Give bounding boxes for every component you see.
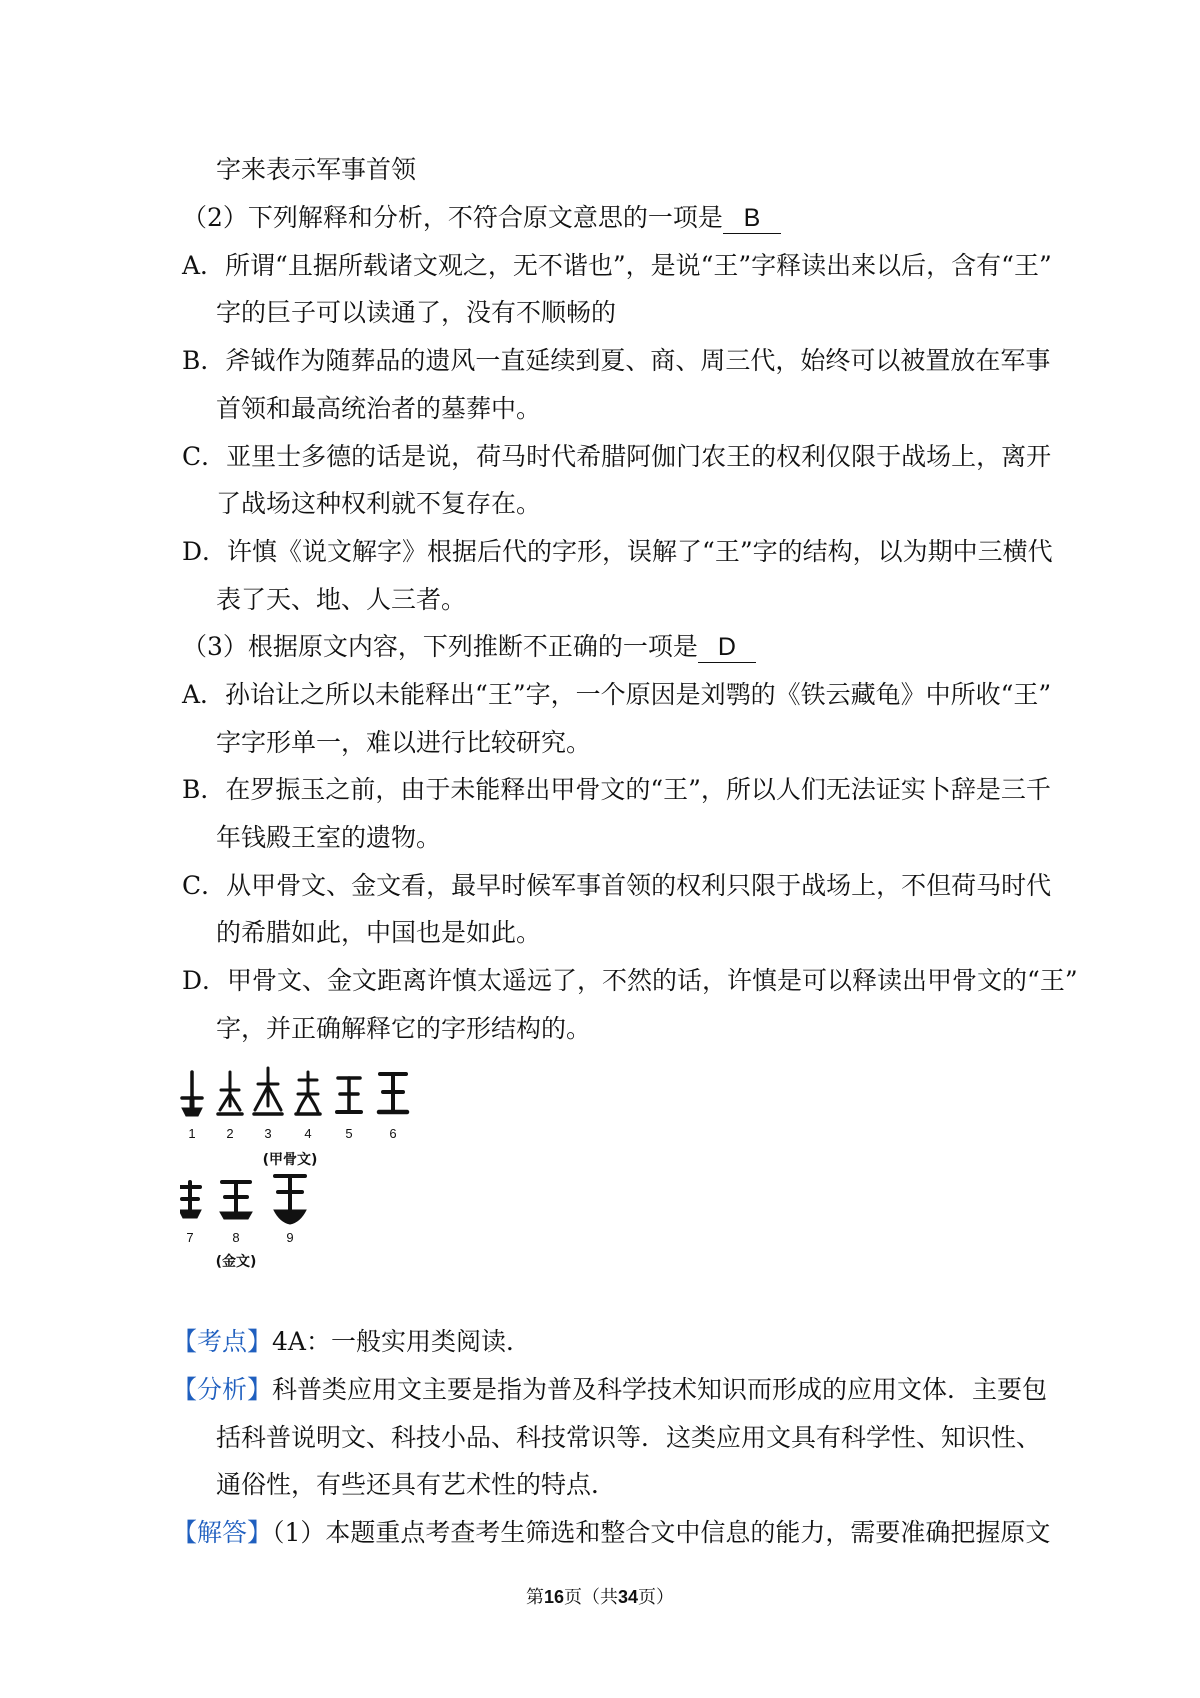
glyph-8 [220,1182,252,1219]
fenxi-line3: 通俗性，有些还具有艺术性的特点． [216,1470,617,1499]
question-text: （2）下列解释和分析，不符合原文意思的一项是 [182,203,723,232]
answer-blank: D [698,632,756,663]
option-b-line2: 首领和最高统治者的墓葬中。 [216,394,542,423]
glyph-5 [337,1078,361,1112]
question-text: （3）根据原文内容，下列推断不正确的一项是 [182,632,698,661]
option-d-line2: 字，并正确解释它的字形结构的。 [216,1014,592,1043]
glyph-number: 3 [264,1126,272,1141]
oracle-bone-wang-figure [180,1050,460,1280]
glyph-number: 5 [345,1126,353,1141]
figure-caption-bronze: (金文) [215,1254,257,1270]
glyph-number: 8 [232,1230,240,1245]
jieda-line1 [172,1518,1050,1548]
fenxi-line1 [172,1375,1047,1405]
jieda-tag: 【解答】 [172,1518,273,1547]
footer-suffix: 页） [638,1587,675,1608]
fenxi-tag: 【分析】 [172,1375,273,1404]
option-b-line1: B．斧钺作为随葬品的遗风一直延续到夏、商、周三代，始终可以被置放在军事 [182,346,1051,375]
footer-middle: 页（共 [564,1587,618,1608]
option-c-line2: 的希腊如此，中国也是如此。 [216,918,542,947]
kaodian-text: 4A：一般实用类阅读． [272,1327,531,1356]
glyph-6 [379,1074,407,1112]
text-line: 字来表示军事首领 [216,155,417,184]
option-a-line1: A．孙诒让之所以未能释出“王”字，一个原因是刘鹗的《铁云藏龟》中所收“王” [182,680,1052,709]
glyph-number: 2 [226,1126,234,1141]
figure-caption-oracle: (甲骨文) [262,1152,318,1168]
question-3 [182,632,756,663]
footer-prefix: 第 [525,1587,544,1608]
kaodian-line [172,1327,531,1357]
glyph-7 [180,1182,201,1218]
option-b-line2: 年钱殿王室的遗物。 [216,823,442,852]
kaodian-tag: 【考点】 [172,1327,273,1356]
option-c-line2: 了战场这种权利就不复存在。 [216,489,542,518]
option-a-line2: 字的巨子可以读通了，没有不顺畅的 [216,298,617,327]
glyph-number: 4 [304,1126,312,1141]
option-b-line1: B．在罗振玉之前，由于未能释出甲骨文的“王”，所以人们无法证实卜辞是三千 [182,775,1051,804]
glyph-2 [218,1072,242,1114]
option-c-line1: C．从甲骨文、金文看，最早时候军事首领的权利只限于战场上，不但荷马时代 [182,871,1052,900]
option-a-line2: 字字形单一，难以进行比较研究。 [216,728,592,757]
jieda-text: （1）本题重点考查考生筛选和整合文中信息的能力，需要准确把握原文 [272,1518,1051,1547]
glyph-3 [254,1068,282,1114]
glyph-number: 9 [286,1230,294,1245]
question-2 [182,203,781,234]
page-footer [0,1585,1200,1610]
answer-blank: B [723,203,781,234]
glyph-number: 7 [186,1230,194,1245]
option-d-line2: 表了天、地、人三者。 [216,585,467,614]
option-c-line1: C．亚里士多德的话是说，荷马时代希腊阿伽门农王的权利仅限于战场上，离开 [182,442,1052,471]
total-pages: 34 [618,1587,639,1607]
glyph-1 [182,1072,202,1116]
option-d-line1: D．许慎《说文解字》根据后代的字形，误解了“王”字的结构，以为期中三横代 [182,537,1053,566]
glyph-9 [274,1176,306,1224]
fenxi-text: 科普类应用文主要是指为普及科学技术知识而形成的应用文体．主要包 [272,1375,1048,1404]
glyph-number: 1 [188,1126,196,1141]
glyph-number: 6 [389,1126,397,1141]
fenxi-line2: 括科普说明文、科技小品、科技常识等．这类应用文具有科学性、知识性、 [216,1423,1042,1452]
option-d-line1: D．甲骨文、金文距离许慎太遥远了，不然的话，许慎是可以释读出甲骨文的“王” [182,966,1078,995]
option-a-line1: A．所谓“且据所载诸文观之，无不谐也”，是说“王”字释读出来以后，含有“王” [182,251,1052,280]
glyph-4 [296,1072,320,1114]
page-number: 16 [543,1587,564,1607]
